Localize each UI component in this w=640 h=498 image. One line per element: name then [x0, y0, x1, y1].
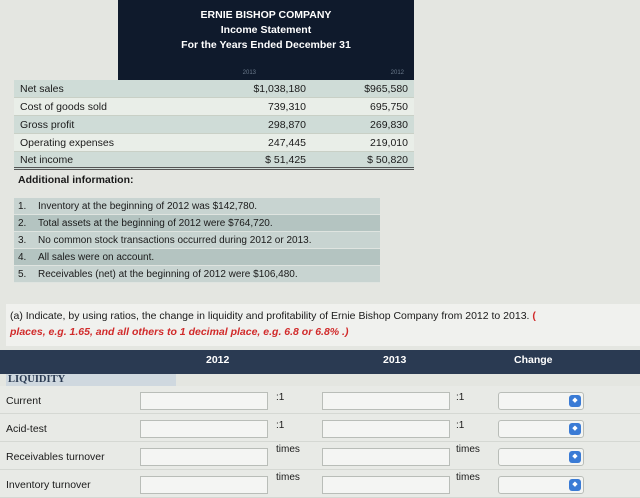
statement-years [118, 70, 414, 80]
income-statement [14, 0, 414, 170]
chevron-updown-icon: ◆ [569, 451, 581, 463]
additional-info-title: Additional information: [18, 174, 134, 186]
list-item [14, 249, 380, 266]
current-2013-input[interactable] [322, 392, 450, 410]
row-value: 739,310 [268, 100, 306, 113]
row-value: $965,580 [364, 82, 408, 95]
year-label: 2013 [242, 70, 256, 76]
statement-row [14, 98, 414, 116]
statement-header [118, 0, 414, 70]
question-instructions: places, e.g. 1.65, and all others to 1 decimal place, e.g. 6.8 or 6.8% .) [10, 326, 349, 338]
ratio-label: Inventory turnover [6, 479, 91, 491]
statement-row [14, 80, 414, 98]
row-value: 219,010 [370, 136, 408, 149]
row-value: $ 50,820 [367, 153, 408, 166]
row-label: Gross profit [20, 118, 75, 131]
statement-table [14, 80, 414, 170]
question-text-red: ( [532, 310, 536, 322]
row-label: Net sales [20, 82, 64, 95]
company-name: ERNIE BISHOP COMPANY [200, 9, 332, 21]
row-value: 269,830 [370, 118, 408, 131]
table-row [0, 442, 640, 470]
question-text: (a) Indicate, by using ratios, the change in liquidity and profitability of Ernie Bishop Company from 2012 to 2013. [10, 310, 530, 322]
inventory-turnover-change-select[interactable] [498, 476, 584, 494]
table-row [0, 386, 640, 414]
statement-title: Income Statement [220, 24, 312, 36]
ratio-label: Receivables turnover [6, 451, 105, 463]
inventory-turnover-2012-input[interactable] [140, 476, 268, 494]
item-text: Total assets at the beginning of 2012 were $764,720. [38, 217, 273, 229]
row-value: 247,445 [268, 136, 306, 149]
table-row [0, 414, 640, 442]
list-item [14, 232, 380, 249]
statement-row [14, 116, 414, 134]
additional-info-list [14, 198, 380, 283]
list-item [14, 266, 380, 283]
list-item [14, 198, 380, 215]
statement-period: For the Years Ended December 31 [181, 39, 351, 51]
acid-test-change-select[interactable] [498, 420, 584, 438]
ratio-rows [0, 386, 640, 498]
inventory-turnover-2013-input[interactable] [322, 476, 450, 494]
unit-label: :1 [456, 392, 465, 403]
row-label: Cost of goods sold [20, 100, 107, 113]
chevron-updown-icon: ◆ [569, 423, 581, 435]
list-item [14, 215, 380, 232]
table-row [0, 470, 640, 498]
unit-label: times [276, 472, 300, 483]
receivables-turnover-2012-input[interactable] [140, 448, 268, 466]
acid-test-2013-input[interactable] [322, 420, 450, 438]
receivables-turnover-change-select[interactable] [498, 448, 584, 466]
question-prompt [6, 304, 640, 346]
ratio-label: Acid-test [6, 423, 47, 435]
row-value: 298,870 [268, 118, 306, 131]
item-text: No common stock transactions occurred during 2012 or 2013. [38, 234, 312, 246]
item-number: 2. [18, 217, 27, 229]
item-number: 5. [18, 268, 27, 280]
current-2012-input[interactable] [140, 392, 268, 410]
ratio-label: Current [6, 395, 42, 407]
unit-label: times [276, 444, 300, 455]
column-header-2013: 2013 [383, 354, 407, 366]
item-number: 1. [18, 200, 27, 212]
row-value: $ 51,425 [265, 153, 306, 166]
item-text: All sales were on account. [38, 251, 155, 263]
item-number: 3. [18, 234, 27, 246]
unit-label: :1 [276, 392, 285, 403]
unit-label: times [456, 444, 480, 455]
ratio-table-header [0, 350, 640, 374]
acid-test-2012-input[interactable] [140, 420, 268, 438]
chevron-updown-icon: ◆ [569, 395, 581, 407]
item-text: Receivables (net) at the beginning of 2012 were $106,480. [38, 268, 298, 280]
unit-label: :1 [456, 420, 465, 431]
statement-row [14, 152, 414, 170]
chevron-updown-icon: ◆ [569, 479, 581, 491]
unit-label: times [456, 472, 480, 483]
question-line [10, 308, 640, 324]
section-liquidity: LIQUIDITY [6, 374, 176, 386]
year-label: 2012 [390, 70, 404, 76]
row-value: 695,750 [370, 100, 408, 113]
statement-row [14, 134, 414, 152]
row-label: Net income [20, 153, 74, 166]
item-number: 4. [18, 251, 27, 263]
unit-label: :1 [276, 420, 285, 431]
row-value: $1,038,180 [253, 82, 306, 95]
row-label: Operating expenses [20, 136, 114, 149]
item-text: Inventory at the beginning of 2012 was $142,780. [38, 200, 258, 212]
current-change-select[interactable] [498, 392, 584, 410]
receivables-turnover-2013-input[interactable] [322, 448, 450, 466]
column-header-change: Change [514, 354, 553, 366]
column-header-2012: 2012 [206, 354, 230, 366]
